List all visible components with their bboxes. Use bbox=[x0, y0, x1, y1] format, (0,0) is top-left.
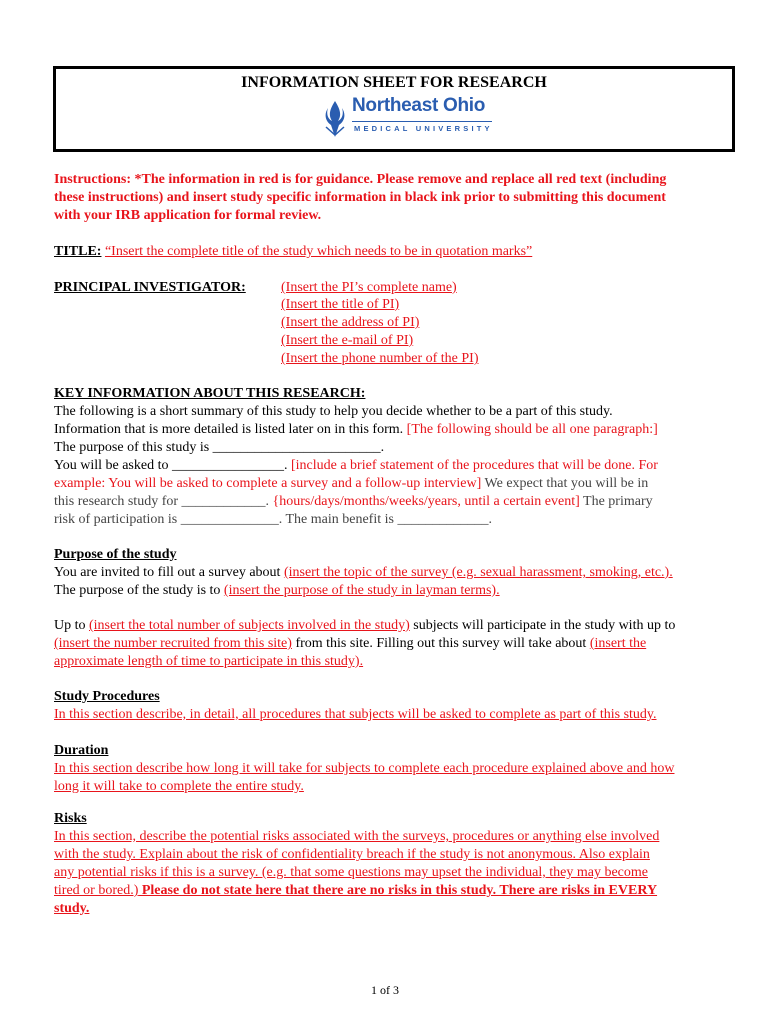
duration-line-1: In this section describe how long it will take for subjects to complete each procedure explained above and how bbox=[54, 761, 675, 776]
key-info-guidance: [The following should be all one paragraph:] bbox=[406, 422, 658, 437]
instructions-line-2: these instructions) and insert study specific information in black ink prior to submitting this document bbox=[54, 190, 666, 205]
purpose-guidance: (insert the purpose of the study in layman terms). bbox=[223, 583, 500, 598]
key-info-line-1: The following is a short summary of this study to help you decide whether to be a part of this study. bbox=[54, 404, 613, 419]
purpose-text: from this site. Filling out this survey will take about bbox=[291, 636, 590, 651]
purpose-line-3 bbox=[54, 617, 675, 635]
purpose-guidance: (insert the total number of subjects involved in the study) bbox=[89, 618, 410, 633]
instructions-line-1: Instructions: *The information in red is for guidance. Please remove and replace all red text (including bbox=[54, 172, 667, 187]
key-info-text: We expect that you will be in bbox=[481, 476, 649, 491]
purpose-guidance: (insert the bbox=[589, 636, 647, 651]
logo-subtitle: MEDICAL UNIVERSITY bbox=[354, 124, 493, 133]
purpose-text: subjects will participate in the study with up to bbox=[409, 618, 676, 633]
key-info-line-6 bbox=[54, 493, 653, 511]
title-value: “Insert the complete title of the study which needs to be in quotation marks” bbox=[104, 244, 533, 259]
purpose-line-4 bbox=[54, 635, 646, 653]
key-info-guidance: example: You will be asked to complete a survey and a follow-up interview] bbox=[54, 476, 482, 491]
document-title: INFORMATION SHEET FOR RESEARCH bbox=[241, 74, 547, 91]
key-info-line-7: risk of participation is ______________. The main benefit is _____________. bbox=[54, 512, 492, 527]
pi-phone: (Insert the phone number of the PI) bbox=[281, 351, 479, 366]
instructions-line-3: with your IRB application for formal review. bbox=[54, 208, 322, 223]
purpose-line-1 bbox=[54, 564, 673, 582]
key-info-guidance: {hours/days/months/weeks/years, until a certain event] bbox=[272, 494, 580, 509]
key-info-line-5 bbox=[54, 475, 648, 493]
risks-guidance: tired or bored.) bbox=[54, 883, 139, 898]
risks-line-2: with the study. Explain about the risk of confidentiality breach if the study is not anonymous. Also explain bbox=[54, 847, 650, 862]
key-info-text: this research study for ____________. bbox=[54, 494, 273, 509]
risks-line-3: any potential risks if this is a survey. (e.g. that some questions may upset the individual, they may become bbox=[54, 865, 648, 880]
pi-address: (Insert the address of PI) bbox=[281, 315, 420, 330]
pi-label: PRINCIPAL INVESTIGATOR: bbox=[54, 280, 246, 295]
key-info-guidance: [include a brief statement of the procedures that will be done. For bbox=[290, 458, 658, 473]
pi-title: (Insert the title of PI) bbox=[281, 297, 400, 312]
risks-line-1: In this section, describe the potential risks associated with the surveys, procedures or anything else involved bbox=[54, 829, 660, 844]
procedures-heading: Study Procedures bbox=[54, 689, 160, 704]
key-info-line-2 bbox=[54, 421, 658, 439]
logo-name: Northeast Ohio bbox=[352, 95, 486, 116]
purpose-guidance: (insert the topic of the survey (e.g. sexual harassment, smoking, etc.). bbox=[283, 565, 673, 580]
purpose-text: You are invited to fill out a survey about bbox=[54, 565, 284, 580]
university-logo bbox=[322, 97, 494, 141]
title-row bbox=[54, 243, 532, 261]
procedures-line-1: In this section describe, in detail, all procedures that subjects will be asked to complete as part of this study. bbox=[54, 707, 657, 722]
purpose-text: Up to bbox=[54, 618, 89, 633]
duration-line-2: long it will take to complete the entire study. bbox=[54, 779, 304, 794]
title-label: TITLE: bbox=[54, 244, 102, 259]
key-info-text: Information that is more detailed is listed later on in this form. bbox=[54, 422, 407, 437]
key-info-heading: KEY INFORMATION ABOUT THIS RESEARCH: bbox=[54, 386, 366, 401]
lamp-icon bbox=[322, 99, 348, 139]
page-number: 1 of 3 bbox=[371, 983, 399, 997]
key-info-text: The primary bbox=[579, 494, 653, 509]
key-info-line-4 bbox=[54, 457, 658, 475]
pi-name: (Insert the PI’s complete name) bbox=[281, 280, 457, 295]
purpose-text: The purpose of the study is to bbox=[54, 583, 224, 598]
purpose-guidance: (insert the number recruited from this site) bbox=[54, 636, 292, 651]
key-info-line-3: The purpose of this study is ________________________. bbox=[54, 440, 385, 455]
logo-rule bbox=[352, 121, 492, 122]
risks-emphasis: Please do not state here that there are no risks in this study. There are risks in EVERY bbox=[138, 883, 658, 898]
risks-heading: Risks bbox=[54, 811, 87, 826]
pi-email: (Insert the e-mail of PI) bbox=[281, 333, 414, 348]
key-info-text: You will be asked to ________________. bbox=[54, 458, 291, 473]
purpose-line-2 bbox=[54, 582, 500, 600]
purpose-heading: Purpose of the study bbox=[54, 547, 177, 562]
duration-heading: Duration bbox=[54, 743, 109, 758]
risks-line-4 bbox=[54, 882, 657, 900]
header-box bbox=[53, 66, 735, 152]
purpose-line-5: approximate length of time to participate in this study). bbox=[54, 654, 364, 669]
risks-line-5: study. bbox=[54, 901, 90, 916]
